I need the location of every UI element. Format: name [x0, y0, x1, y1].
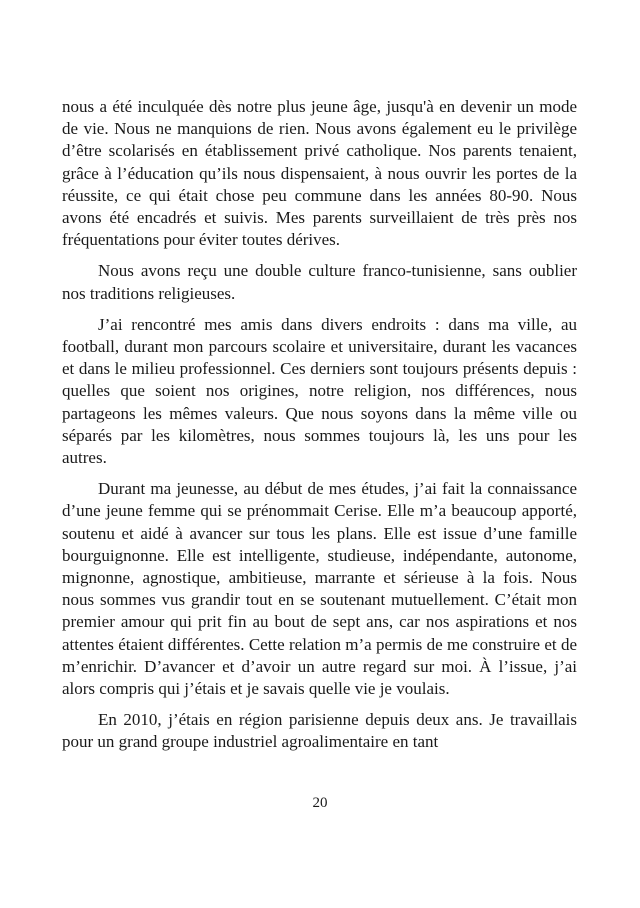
paragraph-5: En 2010, j’étais en région parisienne depuis deux ans. Je travaillais pour un grand groupe industriel agroalimentaire en tant: [62, 710, 577, 752]
paragraph-3: J’ai rencontré mes amis dans divers endroits : dans ma ville, au football, durant mon parcours scolaire et universitaire, durant les vacances et dans le milieu professionnel. Ces derniers sont toujours présents depuis : quelles que soient nos origines, notre religion, nos différences, nous partageons les mêmes valeurs. Que nous soyons dans la même ville ou séparés par les kilomètres, nous sommes toujours là, les uns pour les autres.: [62, 314, 577, 468]
paragraph-2: Nous avons reçu une double culture franco-tunisienne, sans oublier nos traditions religieuses.: [62, 261, 577, 303]
page-body: [62, 96, 577, 763]
paragraph-1: nous a été inculquée dès notre plus jeune âge, jusqu'à en devenir un mode de vie. Nous ne manquions de rien. Nous avons également eu le privilège d’être scolarisés en établissement privé catholique. Nos parents tenaient, grâce à l’éducation qu’ils nous dispensaient, à nous ouvrir les portes de la réussite, ce qui était chose peu commune dans les années 80-90. Nous avons été encadrés et suivis. Mes parents surveillaient de très près nos fréquentations pour éviter toutes dérives.: [62, 97, 577, 250]
page-number: 20: [312, 795, 328, 811]
paragraph-4: Durant ma jeunesse, au début de mes études, j’ai fait la connaissance d’une jeune femme qui se prénommait Cerise. Elle m’a beaucoup apporté, soutenu et aidé à avancer sur tous les plans. Elle est issue d’une famille bourguignonne. Elle est intelligente, studieuse, indépendante, autonome, mignonne, agnostique, ambitieuse, marrante et sérieuse à la fois. Nous nous sommes vus grandir tout en se soutenant mutuellement. C’était mon premier amour qui prit fin au bout de sept ans, car nos aspirations et nos attentes étaient différentes. Cette relation m’a permis de me construire et de m’enrichir. D’avancer et d’avoir un autre regard sur moi. À l’issue, j’ai alors compris qui j’étais et je savais quelle vie je voulais.: [62, 479, 577, 699]
